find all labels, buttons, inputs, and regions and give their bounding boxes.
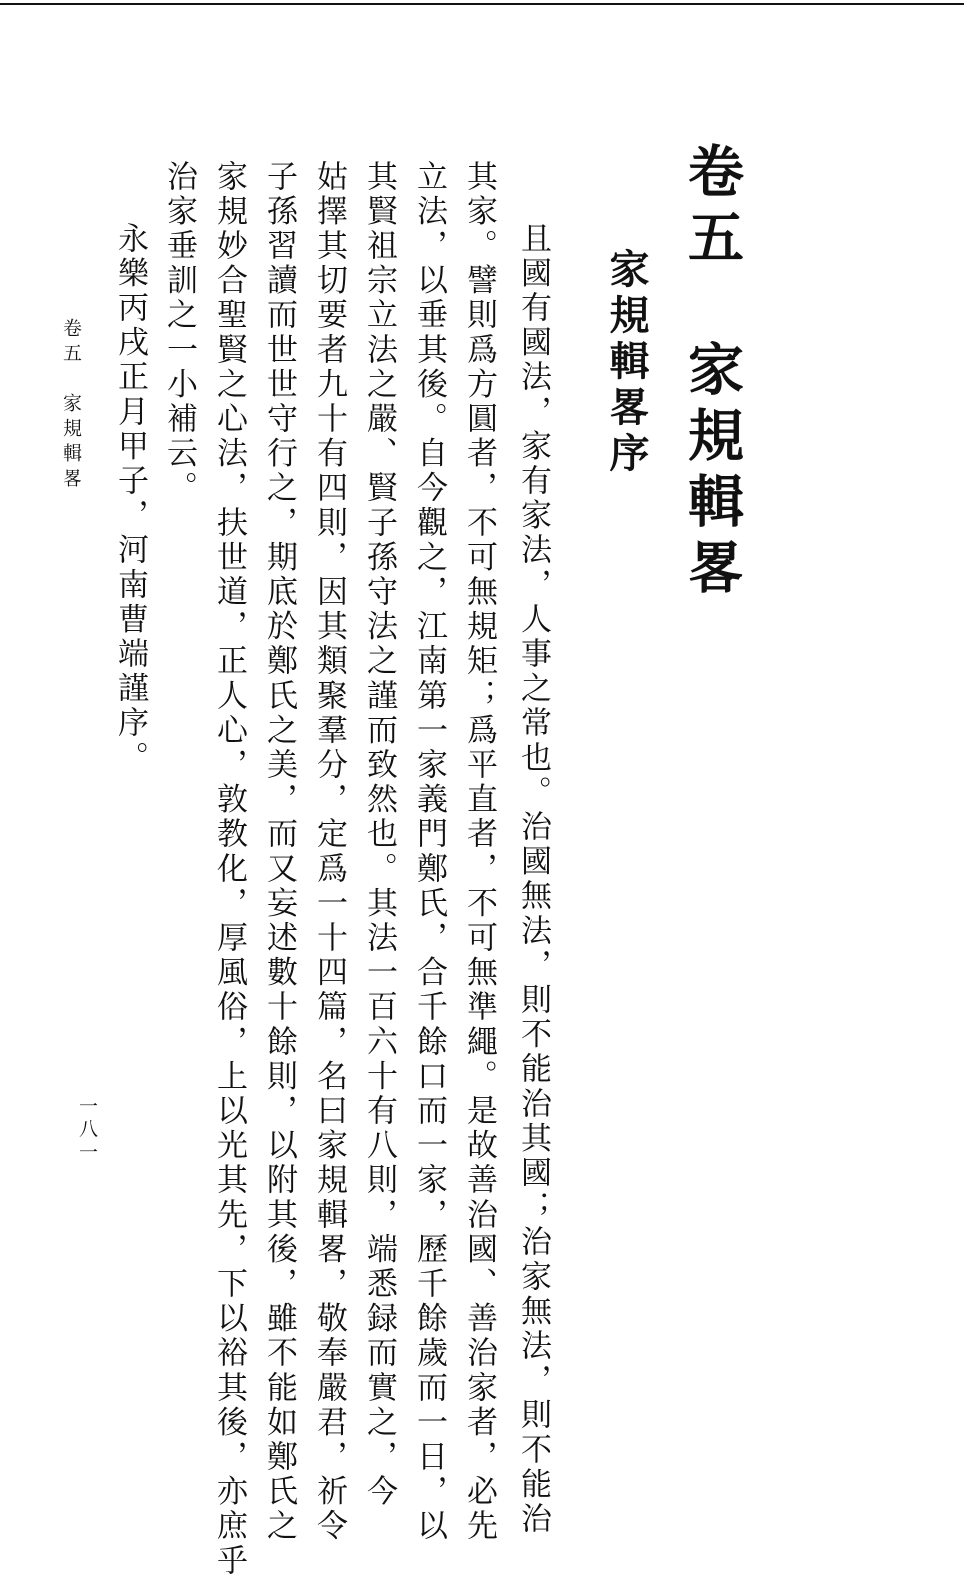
section-title: 家規輯畧序 bbox=[603, 248, 650, 478]
page-number: 一八一 bbox=[76, 1096, 98, 1165]
body-line-8: 治家垂訓之一小補云。 bbox=[161, 160, 197, 506]
signature: 永樂丙戌正月甲子，河南曹端謹序。 bbox=[112, 222, 148, 776]
body-line-2: 其家。譬則爲方圓者，不可無規矩；爲平直者，不可無準繩。是故善治國、善治家者，必先 bbox=[461, 160, 497, 1544]
body-line-1: 且國有國法，家有家法，人事之常也。治國無法，則不能治其國；治家無法，則不能治 bbox=[515, 222, 551, 1537]
top-rule bbox=[0, 3, 964, 5]
body-line-6: 子孫習讀而世世守行之，期底於鄭氏之美，而又妄述數十餘則，以附其後，雖不能如鄭氏之 bbox=[261, 160, 297, 1544]
body-line-4: 其賢祖宗立法之嚴、賢子孫守法之謹而致然也。其法一百六十有八則，端悉録而實之，今 bbox=[361, 160, 397, 1510]
body-line-7: 家規妙合聖賢之心法，扶世道，正人心，敦教化，厚風俗，上以光其先，下以裕其後，亦庶乎 bbox=[211, 160, 247, 1579]
body-line-3: 立法，以垂其後。自今觀之，江南第一家義門鄭氏，合千餘口而一家，歷千餘歲而一日，以 bbox=[411, 160, 447, 1544]
body-line-5: 姑擇其切要者九十有四則，因其類聚羣分，定爲一十四篇，名曰家規輯畧，敬奉嚴君，祈令 bbox=[311, 160, 347, 1544]
running-head: 卷五 家規輯畧 bbox=[60, 318, 82, 493]
chapter-title: 卷五 家規輯畧 bbox=[679, 142, 745, 604]
